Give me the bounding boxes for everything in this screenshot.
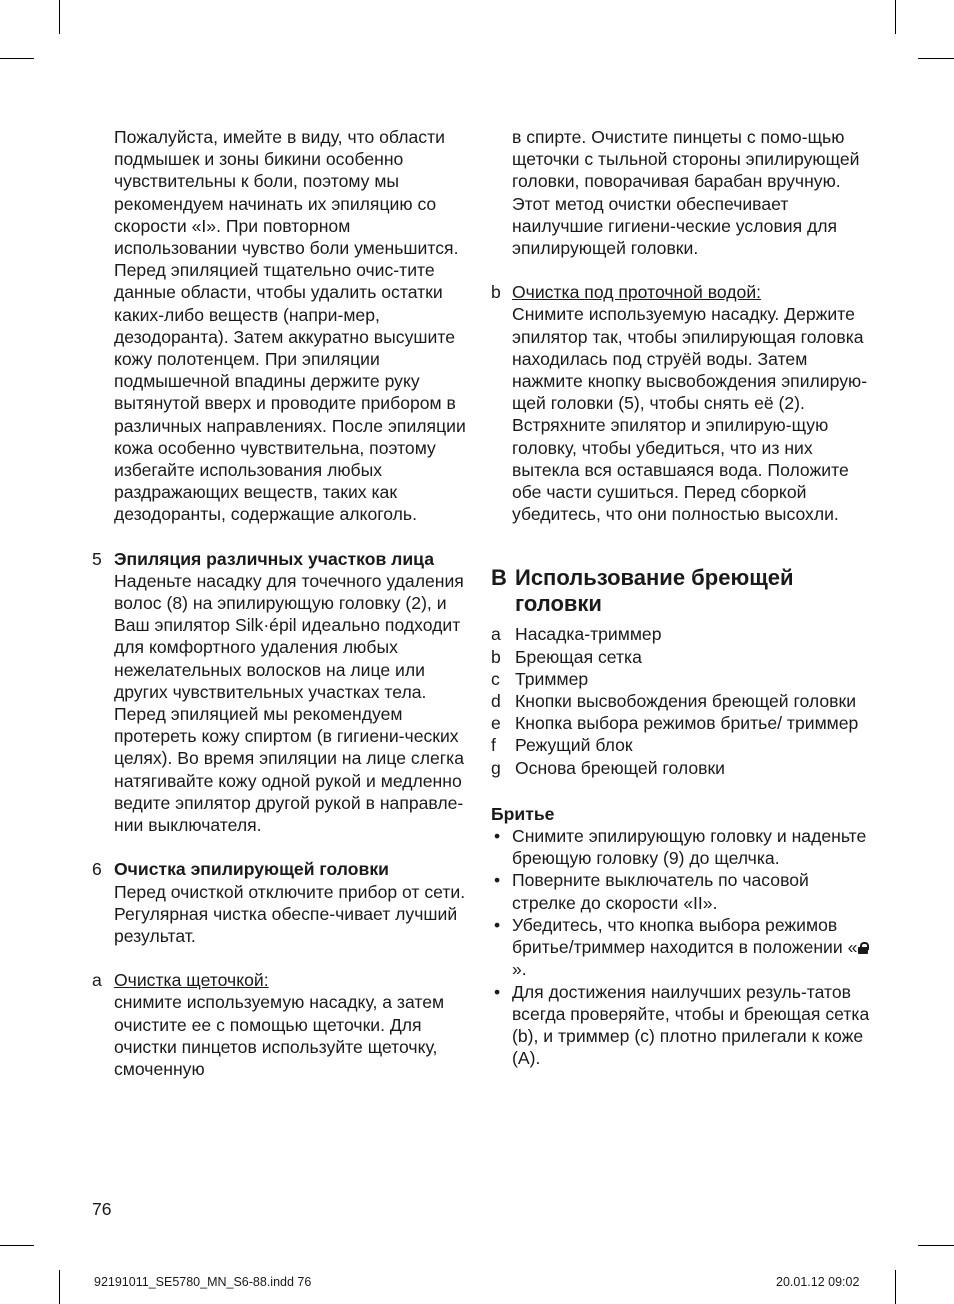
section-paragraph: Перед эпиляцией мы рекомендуем протереть кожу спиртом (в гигиени-ческих целях). Во время эпиляции на лице слегка натягивайте кожу одной рукой и медленно ведите эпилятор другой рукой в направле-нии выключателя. <box>114 704 465 836</box>
list-item <box>491 825 871 869</box>
bullet-text: Поверните выключатель по часовой стрелке до скорости «II». <box>512 870 809 913</box>
part-letter: g <box>491 757 501 778</box>
item-title: Очистка под проточной водой: <box>512 282 762 303</box>
item-text: снимите используемую насадку, а затем очистите ее с помощью щеточки. Для очистки пинцетов используйте щеточку, смоченную <box>114 992 445 1079</box>
bullet-text: ». <box>512 959 527 980</box>
section-title: Эпиляция различных участков лица <box>114 548 434 569</box>
item-letter: a <box>92 970 102 991</box>
bullet-mark: • <box>494 981 501 1002</box>
shaver-mode-icon <box>858 942 868 954</box>
item-b <box>491 281 871 525</box>
crop-mark <box>918 58 954 59</box>
section-paragraph: Наденьте насадку для точечного удаления волос (8) на эпилирующую головку (2), и Ваш эпилятор Silk·épil идеально подходит для комфортного удаления любых нежелательных волосков на лице или других чувствительных участках тела. <box>114 570 464 702</box>
crop-mark <box>918 1245 954 1246</box>
list-item <box>491 712 871 734</box>
part-letter: c <box>491 668 500 689</box>
list-item <box>491 690 871 712</box>
item-title: Очистка щеточкой: <box>114 970 269 991</box>
bullet-mark: • <box>494 870 501 891</box>
intro-paragraph: Перед эпиляцией тщательно очис-тите данные области, чтобы удалить остатки каких-либо веществ (напри-мер, дезодоранта). Затем аккуратно высушите кожу полотенцем. При эпиляции подмышечной впадины держите руку вытянутой вверх и проводите прибором в различных направлениях. После эпиляции кожа особенно чувствительна, поэтому избегайте использования любых раздражающих веществ, таких как дезодоранты, содержащие алкоголь. <box>114 260 466 525</box>
part-letter: e <box>491 713 501 734</box>
list-item <box>491 981 871 1070</box>
item-text: Снимите используемую насадку. Держите эпилятор так, чтобы эпилирующая головка находилась под струёй воды. Затем нажмите кнопку высвобождения эпилирую-щей головки (5), чтобы снять её (2). Встряхните эпилятор и эпилирую-щую головку, чтобы убедиться, что из них вытекла вся оставшаяся вода. Положите обе части сушиться. Перед сборкой убедитесь, что они полностью высохли. <box>512 304 868 525</box>
crop-mark <box>0 1245 34 1246</box>
list-item <box>491 646 871 668</box>
list-item <box>491 914 871 981</box>
part-label: Триммер <box>515 668 589 689</box>
crop-mark <box>895 1270 896 1304</box>
section-title: Очистка эпилирующей головки <box>114 859 389 880</box>
shaving-steps <box>491 825 871 1069</box>
list-item <box>491 734 871 756</box>
section-5 <box>92 548 470 837</box>
crop-mark <box>0 58 34 59</box>
intro-paragraph: Пожалуйста, имейте в виду, что области подмышек и зоны бикини особенно чувствительны к боли, поэтому мы рекомендуем начинать их эпиляцию со скорости «I». При повторном использовании чувство боли уменьшится. <box>114 127 459 259</box>
item-a <box>92 969 470 1080</box>
part-letter: a <box>491 624 501 645</box>
section-title: Использование бреющей головки <box>515 565 794 617</box>
part-label: Режущий блок <box>515 735 633 756</box>
parts-list <box>491 623 871 778</box>
section-letter: B <box>491 565 507 591</box>
footer-datetime: 20.01.12 09:02 <box>776 1275 860 1289</box>
part-label: Кнопка выбора режимов бритье/ триммер <box>515 713 859 734</box>
crop-mark <box>59 0 60 34</box>
footer-file: 92191011_SE5780_MN_S6-88.indd 76 <box>94 1275 312 1289</box>
crop-mark <box>895 0 896 34</box>
part-label: Кнопки высвобождения бреющей головки <box>515 691 857 712</box>
list-item <box>491 757 871 779</box>
section-b-heading <box>491 565 871 617</box>
list-item <box>491 668 871 690</box>
part-label: Насадка-триммер <box>515 624 662 645</box>
continuation-paragraph: в спирте. Очистите пинцеты с помо-щью щеточки с тыльной стороны эпилирующей головки, поворачивая барабан вручную. Этот метод очистки обеспечивает наилучшие гигиени-ческие условия для эпилирующей головки. <box>512 127 860 259</box>
list-item <box>491 623 871 645</box>
page-number: 76 <box>92 1199 112 1219</box>
part-label: Основа бреющей головки <box>515 757 725 778</box>
part-letter: f <box>491 735 496 756</box>
section-6 <box>92 858 470 947</box>
bullet-mark: • <box>494 826 501 847</box>
section-paragraph: Перед очисткой отключите прибор от сети. Регулярная чистка обеспе-чивает лучший результат. <box>114 881 466 946</box>
left-column <box>92 126 470 1080</box>
bullet-text: Убедитесь, что кнопка выбора режимов бритье/триммер находится в положении « <box>512 914 858 958</box>
bullet-mark: • <box>494 914 501 935</box>
part-label: Бреющая сетка <box>515 646 642 667</box>
section-number: 6 <box>92 859 102 880</box>
part-letter: d <box>491 691 501 712</box>
part-letter: b <box>491 646 501 667</box>
bullet-text: Для достижения наилучших резуль-татов всегда проверяйте, чтобы и бреющая сетка (b), и триммер (c) плотно прилегали к коже (A). <box>512 981 870 1069</box>
right-column <box>491 126 871 1069</box>
shaving-title: Бритье <box>491 803 555 824</box>
item-letter: b <box>491 282 501 303</box>
bullet-text: Снимите эпилирующую головку и наденьте бреющую головку (9) до щелчка. <box>512 826 867 869</box>
crop-mark <box>59 1270 60 1304</box>
section-number: 5 <box>92 548 102 569</box>
list-item <box>491 869 871 913</box>
